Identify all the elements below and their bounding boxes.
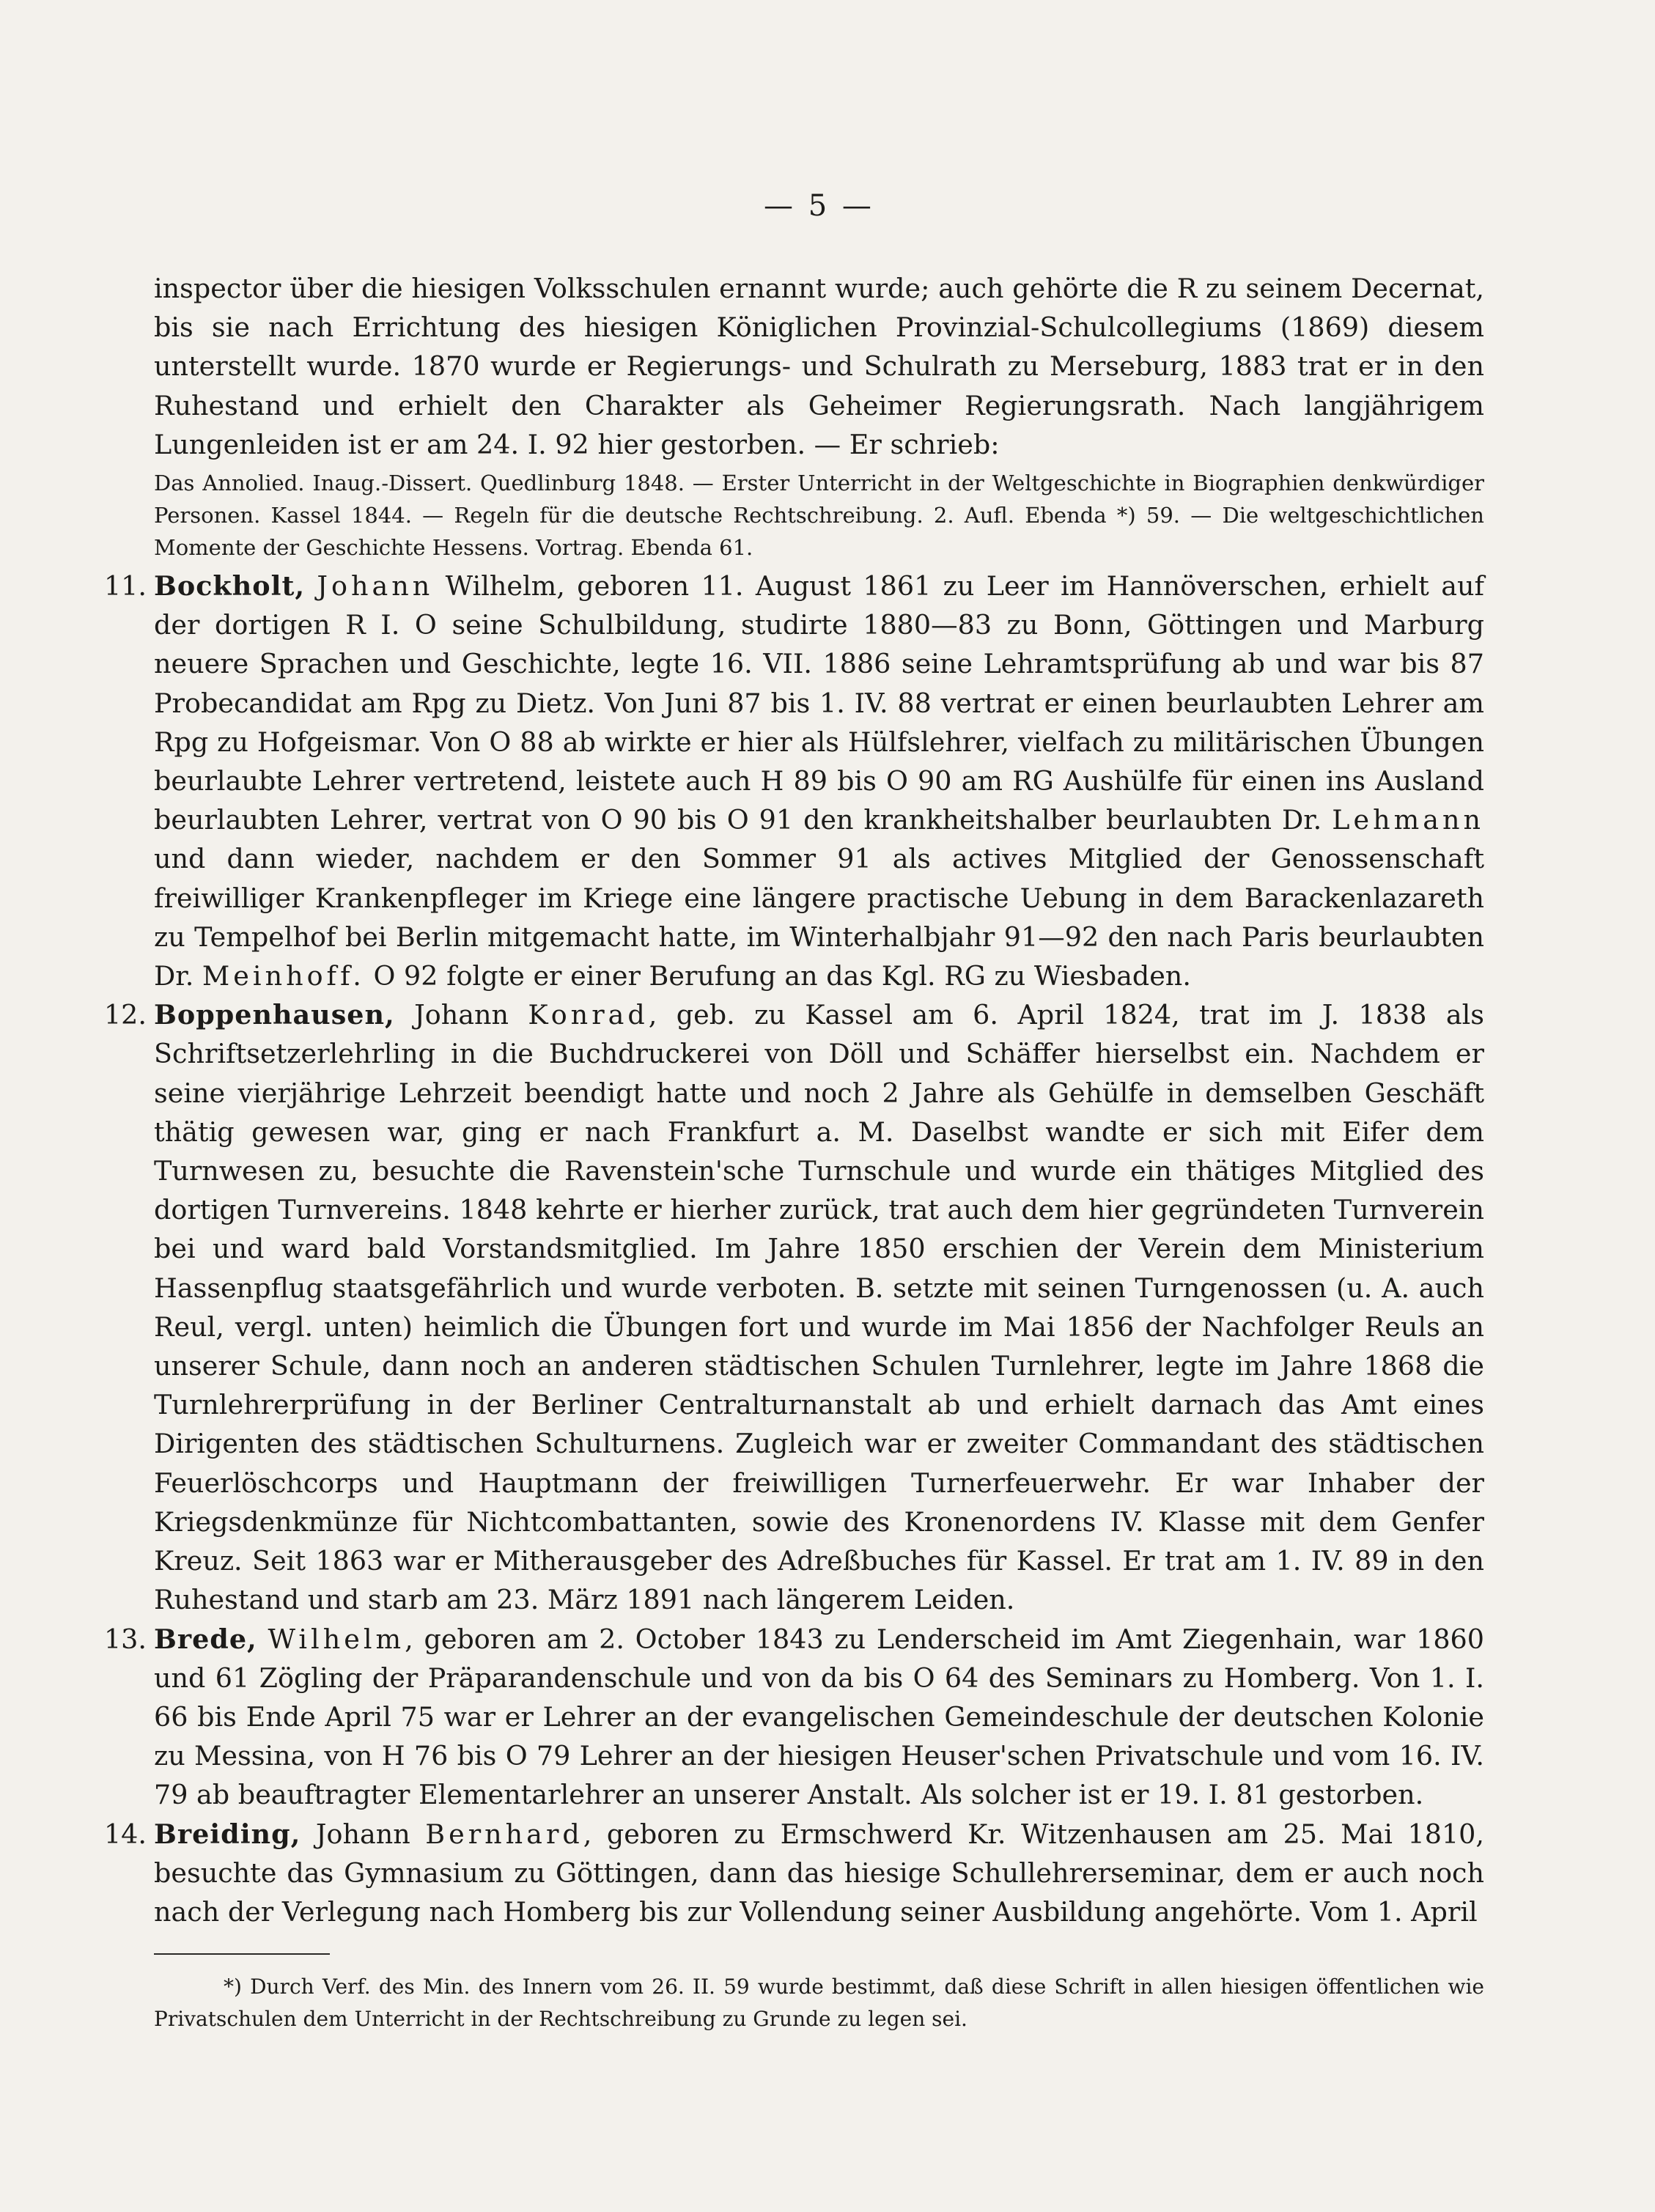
entry-surname: Breiding, [154, 1818, 301, 1850]
entry-text: , geb. zu Kassel am 6. April 1824, trat im J. 1838 als Schriftsetzerlehrling in die Buchdruckerei von Döll und Schäffer hierselbst ein. Nachdem er seine vierjährige Lehrzeit beendigt hatte und noch 2 Jahre als Gehülfe in demselben Geschäft thätig gewesen war, ging er nach Frankfurt a. M. Daselbst wandte er sich mit Eifer dem Turnwesen zu, besuchte die Ravenstein'sche Turnschule und wurde ein thätiges Mitglied des dortigen Turnvereins. 1848 kehrte er hierher zurück, trat auch dem hier gegründeten Turnverein bei und ward bald Vorstandsmitglied. Im Jahre 1850 erschien der Verein dem Ministerium Hassenpflug staatsgefährlich und wurde verboten. B. setzte mit seinen Turngenossen (u. A. auch Reul, vergl. unten) heimlich die Übungen fort und wurde im Mai 1856 der Nachfolger Reuls an unserer Schule, dann noch an anderen städtischen Schulen Turnlehrer, legte im Jahre 1868 die Turnlehrerprüfung in der Berliner Centralturnanstalt ab und erhielt darnach das Amt eines Dirigenten des städtischen Schulturnens. Zugleich war er zweiter Commandant des städtischen Feuerlöschcorps und Hauptmann der freiwilligen Turnerfeuerwehr. Er war Inhaber der Kriegsdenkmünze für Nichtcombattanten, sowie des Kronenordens IV. Klasse mit dem Genfer Kreuz. Seit 1863 war er Mitherausgeber des Adreßbuches für Kassel. Er trat am 1. IV. 89 in den Ruhestand und starb am 23. März 1891 nach längerem Leiden. [154, 999, 1484, 1616]
entry-surname: Brede, [154, 1623, 257, 1655]
entry-surname: Bockholt, [154, 570, 306, 602]
intro-paragraph: inspector über die hiesigen Volksschulen ernannt wurde; auch gehörte die R zu seinem Decernat, bis sie nach Errichtung des hiesigen Königlichen Provinzial-Schulcollegiums (1869) diesem unterstellt wurde. 1870 wurde er Regierungs- und Schulrath zu Merseburg, 1883 trat er in den Ruhestand und erhielt den Charakter als Geheimer Regierungsrath. Nach langjährigem Lungenleiden ist er am 24. I. 92 hier gestorben. — Er schrieb: [154, 273, 1484, 460]
entry-number: 11. [103, 570, 147, 602]
entry-text: O 92 folgte er einer Berufung an das Kgl. RG zu Wiesbaden. [364, 960, 1191, 992]
entry-text: und dann wieder, nachdem er den Sommer 91 als actives Mitglied der Genossenschaft freiwilliger Krankenpfleger im Kriege eine längere practische Uebung in dem Barackenlazareth zu Tempelhof bei Berlin mitgemacht hatte, im Winterhalbjahr 91—92 den nach Paris beurlaubten Dr. [154, 843, 1484, 992]
entry-spaced-name: Lehmann [1332, 804, 1484, 836]
entry-text [257, 1623, 268, 1655]
entry-text: Johann [394, 999, 528, 1031]
page-number: — 5 — [764, 189, 874, 223]
biography-entry-bockholt [103, 567, 1484, 995]
entry-text: Wilhelm, geboren 11. August 1861 zu Leer im Hannöverschen, erhielt auf der dortigen R I. O seine Schulbildung, studirte 1880—83 zu Bonn, Göttingen und Marburg neuere Sprachen und Geschichte, legte 16. VII. 1886 seine Lehramtsprüfung ab und war bis 87 Probecandidat am Rpg zu Dietz. Von Juni 87 bis 1. IV. 88 vertrat er einen beurlaubten Lehrer am Rpg zu Hofgeismar. Von O 88 ab wirkte er hier als Hülfslehrer, vielfach zu militärischen Übungen beurlaubte Lehrer vertretend, leistete auch H 89 bis O 90 am RG Aushülfe für einen ins Ausland beurlaubten Lehrer, vertrat von O 90 bis O 91 den krankheitshalber beurlaubten Dr. [154, 570, 1484, 836]
bibliography-list: Das Annolied. Inaug.-Dissert. Quedlinburg 1848. — Erster Unterricht in der Weltgeschichte in Biographien denkwürdiger Personen. Kassel 1844. — Regeln für die deutsche Rechtschreibung. 2. Aufl. Ebenda *) 59. — Die weltgeschichtlichen Momente der Geschichte Hessens. Vortrag. Ebenda 61. [154, 471, 1484, 561]
entry-spaced-name: Bernhard [425, 1818, 583, 1850]
entry-given-name: Johann [317, 570, 434, 602]
entry-spaced-name: Konrad [528, 999, 649, 1031]
entry-spaced-name: Wilhelm [268, 1623, 405, 1655]
entry-text: , geboren zu Ermschwerd Kr. Witzenhausen am 25. Mai 1810, besuchte das Gymnasium zu Göttingen, dann das hiesige Schullehrerseminar, dem er auch noch nach der Verlegung nach Homberg bis zur Vollendung seiner Ausbildung angehörte. Vom 1. April [154, 1818, 1484, 1928]
document-page [103, 187, 1484, 2166]
entry-surname: Boppenhausen, [154, 999, 395, 1031]
biography-entry-brede [103, 1620, 1484, 1815]
entry-spaced-name: Meinhoff. [202, 960, 365, 992]
footnote-divider [154, 1953, 330, 1955]
entry-number: 12. [103, 999, 147, 1031]
entry-text: Johann [301, 1818, 426, 1850]
entry-text: , geboren am 2. October 1843 zu Lenderscheid im Amt Ziegenhain, war 1860 und 61 Zögling der Präparandenschule und von da bis O 64 des Seminars zu Homberg. Von 1. I. 66 bis Ende April 75 war er Lehrer an der evangelischen Gemeindeschule der deutschen Kolonie zu Messina, von H 76 bis O 79 Lehrer an der hiesigen Heuser'schen Privatschule und vom 16. IV. 79 ab beauftragter Elementarlehrer an unserer Anstalt. Als solcher ist er 19. I. 81 gestorben. [154, 1623, 1484, 1811]
biography-entry-breiding [103, 1815, 1484, 1932]
entry-number: 13. [103, 1623, 147, 1655]
biography-entry-boppenhausen [103, 995, 1484, 1619]
footnote: *) Durch Verf. des Min. des Innern vom 26. II. 59 wurde bestimmt, daß diese Schrift in allen hiesigen öffentlichen wie Privatschulen dem Unterricht in der Rechtschreibung zu Grunde zu legen sei. [154, 1975, 1484, 2032]
entry-number: 14. [103, 1818, 147, 1850]
